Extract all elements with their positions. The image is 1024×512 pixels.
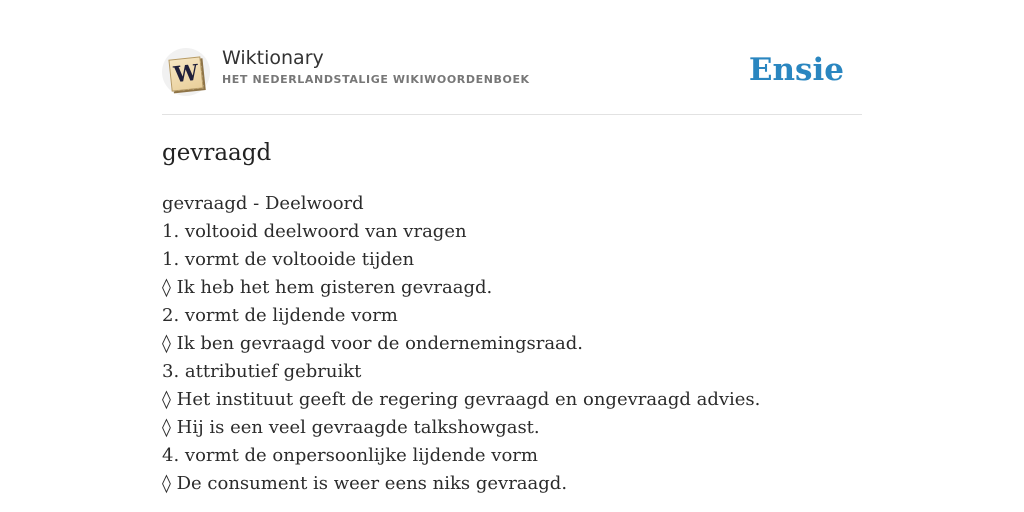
- definition-item: 4. vormt de onpersoonlijke lijdende vorm: [162, 445, 538, 466]
- definition-item: 1. voltooid deelwoord van vragen: [162, 221, 467, 242]
- ensie-link[interactable]: Ensie: [748, 52, 844, 88]
- entry-heading: gevraagd - Deelwoord: [162, 193, 364, 214]
- site-header: [162, 44, 862, 115]
- site-name[interactable]: Wiktionary: [222, 47, 324, 69]
- example-item: ◊ De consument is weer eens niks gevraagd.: [162, 473, 568, 494]
- example-item: ◊ Ik ben gevraagd voor de ondernemingsraad.: [162, 333, 584, 354]
- definition-item: 1. vormt de voltooide tijden: [162, 249, 415, 270]
- logo-letter: W: [172, 59, 200, 89]
- page-title: gevraagd: [162, 140, 272, 166]
- example-item: ◊ Het instituut geeft de regering gevraagd en ongevraagd advies.: [162, 389, 761, 410]
- brand: [222, 46, 530, 87]
- site-tagline: HET NEDERLANDSTALIGE WIKIWOORDENBOEK: [222, 73, 530, 86]
- wiktionary-logo[interactable]: [162, 48, 210, 96]
- definition-list: [162, 190, 760, 498]
- example-item: ◊ Ik heb het hem gisteren gevraagd.: [162, 277, 493, 298]
- definition-item: 2. vormt de lijdende vorm: [162, 305, 398, 326]
- example-item: ◊ Hij is een veel gevraagde talkshowgast.: [162, 417, 540, 438]
- letter-tile-icon: [168, 56, 203, 91]
- definition-item: 3. attributief gebruikt: [162, 361, 362, 382]
